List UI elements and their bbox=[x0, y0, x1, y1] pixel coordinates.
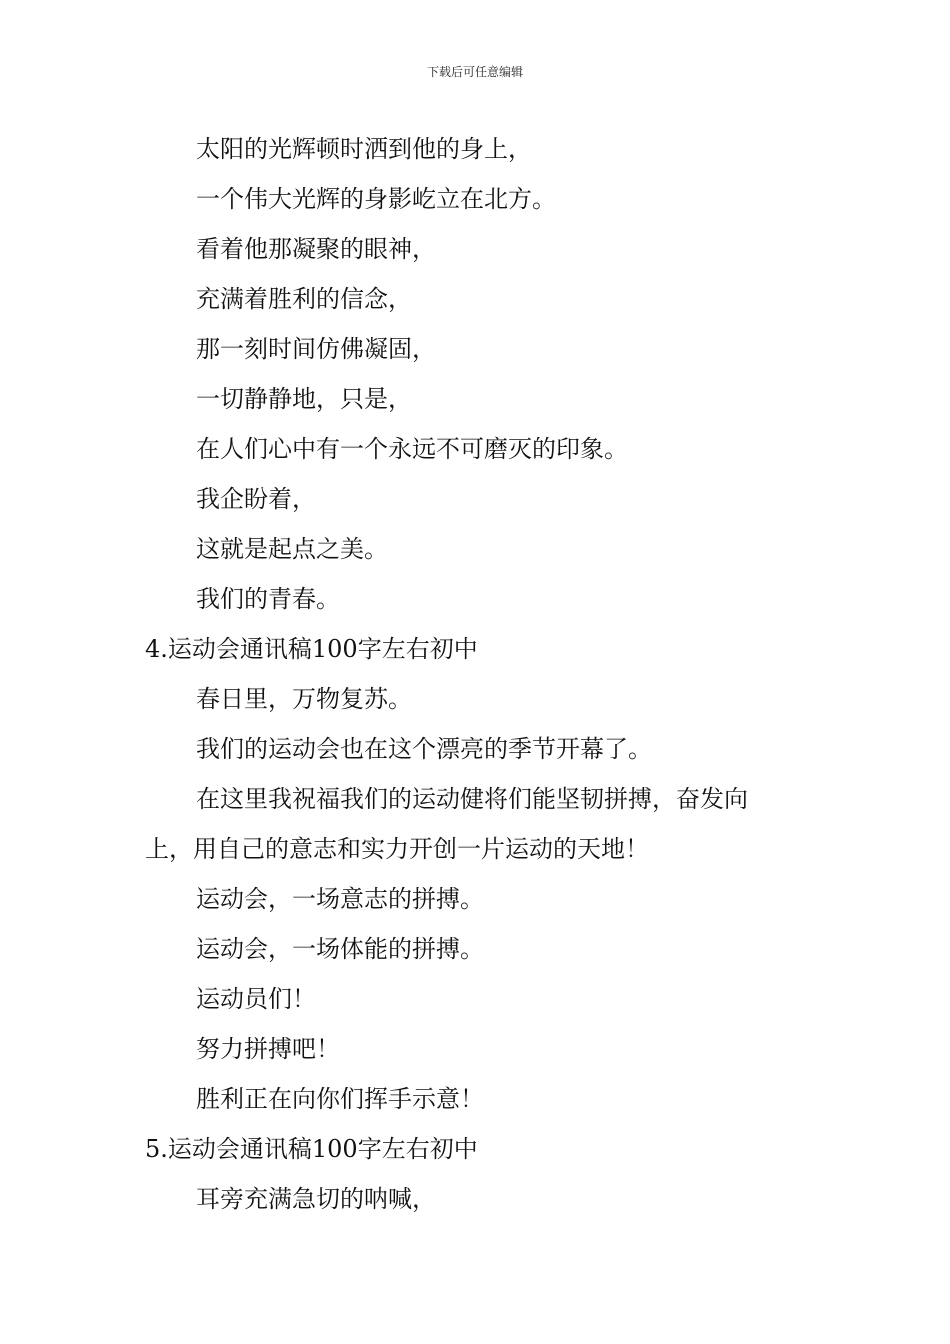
paragraph-line: 运动会，一场体能的拼搏。 bbox=[196, 935, 484, 963]
paragraph-line: 一切静静地，只是， bbox=[196, 385, 412, 413]
paragraph-line: 我企盼着， bbox=[196, 485, 316, 513]
section-heading: 5.运动会通讯稿100字左右初中 bbox=[145, 1135, 478, 1163]
paragraph-line: 太阳的光辉顿时洒到他的身上， bbox=[196, 135, 532, 163]
paragraph-line: 那一刻时间仿佛凝固， bbox=[196, 335, 436, 363]
paragraph-line: 看着他那凝聚的眼神， bbox=[196, 235, 436, 263]
paragraph-line: 在这里我祝福我们的运动健将们能坚韧拼搏，奋发向 bbox=[196, 785, 748, 813]
paragraph-line: 胜利正在向你们挥手示意！ bbox=[196, 1085, 484, 1113]
paragraph-line: 耳旁充满急切的呐喊， bbox=[196, 1185, 436, 1213]
paragraph-line: 上，用自己的意志和实力开创一片运动的天地！ bbox=[145, 835, 649, 863]
paragraph-line: 充满着胜利的信念， bbox=[196, 285, 412, 313]
paragraph-line: 春日里，万物复苏。 bbox=[196, 685, 412, 713]
paragraph-line: 我们的青春。 bbox=[196, 585, 340, 613]
page-header: 下载后可任意编辑 bbox=[426, 65, 523, 79]
paragraph-line: 这就是起点之美。 bbox=[196, 535, 388, 563]
paragraph-line: 在人们心中有一个永远不可磨灭的印象。 bbox=[196, 435, 628, 463]
section-heading: 4.运动会通讯稿100字左右初中 bbox=[145, 635, 478, 663]
paragraph-line: 努力拼搏吧！ bbox=[196, 1035, 340, 1063]
paragraph-line: 运动员们！ bbox=[196, 985, 316, 1013]
paragraph-line: 运动会，一场意志的拼搏。 bbox=[196, 885, 484, 913]
paragraph-line: 一个伟大光辉的身影屹立在北方。 bbox=[196, 185, 556, 213]
paragraph-line: 我们的运动会也在这个漂亮的季节开幕了。 bbox=[196, 735, 652, 763]
